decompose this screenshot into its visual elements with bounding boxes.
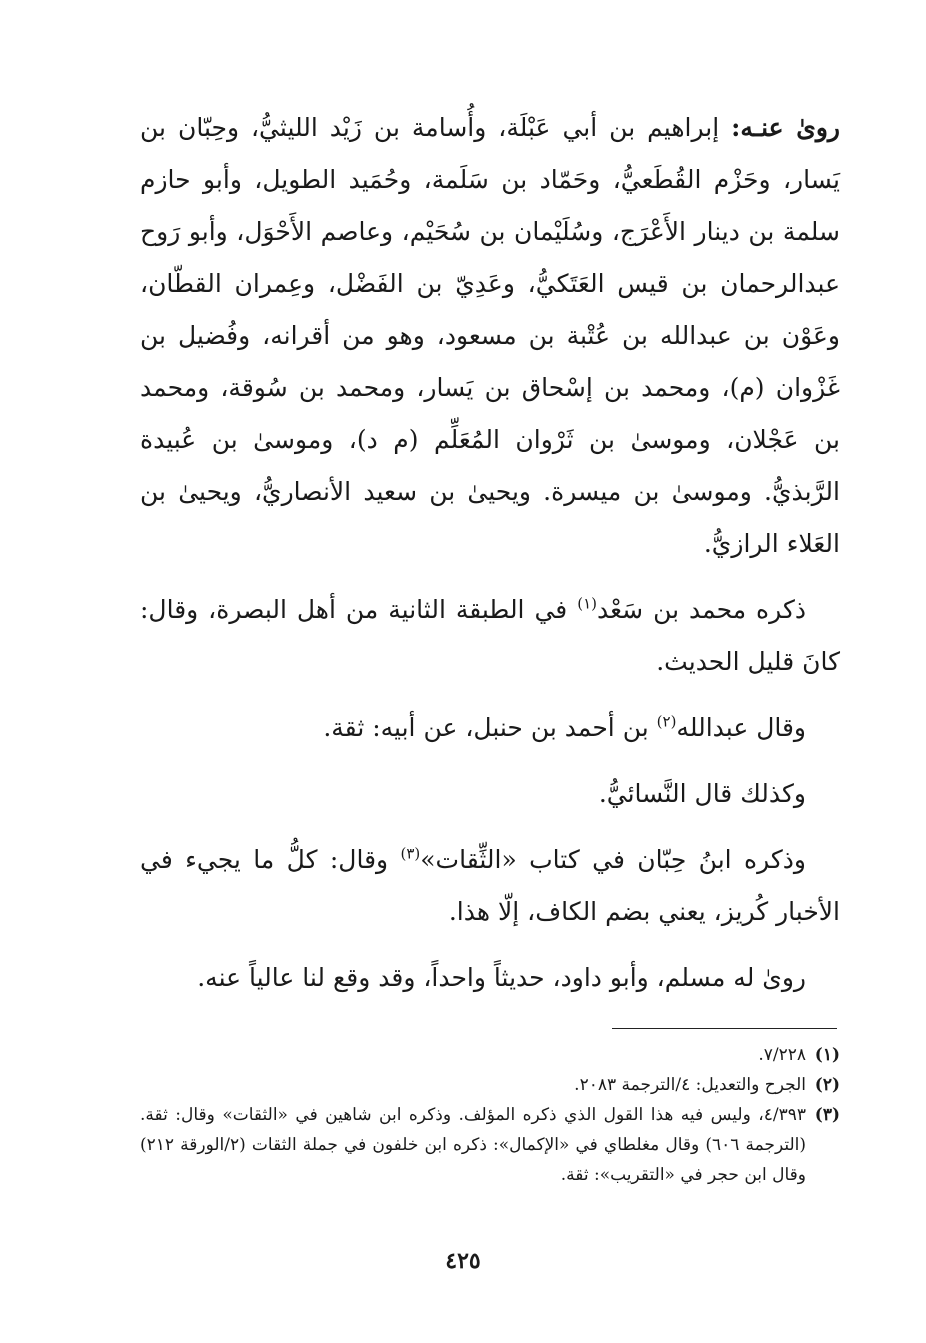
main-text <box>140 102 840 1018</box>
footnote-number: (٣) <box>814 1105 840 1125</box>
narrators-lead: روىٰ عنـه: <box>731 113 840 142</box>
footnote-number: (١) <box>814 1045 840 1065</box>
footnote-number: (٢) <box>814 1075 840 1095</box>
abdullah-text-before: وقال عبدالله <box>676 713 806 742</box>
footnote-text: الجرح والتعديل: ٤/الترجمة ٢٠٨٣. <box>574 1075 806 1095</box>
abdullah-text-after: بن أحمد بن حنبل، عن أبيه: ثقة. <box>323 713 649 742</box>
footnote-ref-1: (١) <box>577 594 597 613</box>
ibn-hibban-paragraph <box>140 834 840 938</box>
footnote-text: ٧/٢٢٨. <box>758 1045 806 1065</box>
ibn-hibban-text-before: وذكره ابنُ حِبّان في كتاب «الثِّقات» <box>420 845 806 874</box>
ibn-saad-text-after: في الطبقة الثانية من أهل البصرة، وقال: كانَ قليل الحديث. <box>140 595 840 676</box>
footnote-3 <box>140 1100 840 1190</box>
narrators-text: إبراهيم بن أبي عَبْلَة، وأُسامة بن زَيْد الليثيُّ، وحِبّان بن يَسار، وحَزْم القُطَعيُّ، وحَمّاد بن سَلَمة، وحُمَيد الطويل، وأبو حازم سلمة بن دينار الأَعْرَج، وسُلَيْمان بن سُحَيْم، وعاصم الأَحْوَل، وأبو رَوح عبدالرحمان بن قيس العَتَكيُّ، وعَدِيّ بن الفَضْل، وعِمران القطّان، وعَوْن بن عبدالله بن عُتْبة بن مسعود، وهو من أقرانه، وفُضيل بن غَزْوان (م)، ومحمد بن إسْحاق بن يَسار، ومحمد بن سُوقة، ومحمد بن عَجْلان، وموسىٰ بن ثَرْوان المُعَلِّم (م د)، وموسىٰ بن عُبيدة الرَّبذيُّ. وموسىٰ بن ميسرة. ويحيىٰ بن سعيد الأنصاريُّ، ويحيىٰ بن العَلاء الرازيُّ. <box>140 113 840 558</box>
footnote-separator <box>612 1028 837 1029</box>
footnote-ref-3: (٣) <box>400 844 421 863</box>
footnote-1 <box>140 1040 840 1070</box>
nasai-paragraph <box>140 768 840 820</box>
closing-text: روىٰ له مسلم، وأبو داود، حديثاً واحداً، وقد وقع لنا عالياً عنه. <box>197 963 806 992</box>
footnote-2 <box>140 1070 840 1100</box>
narrators-paragraph <box>140 102 840 570</box>
nasai-text: وكذلك قال النَّسائيُّ. <box>598 779 806 808</box>
footnotes <box>140 1040 840 1190</box>
page-number: ٤٢٥ <box>445 1248 481 1274</box>
ibn-hibban-text-after: وقال: كلُّ ما يجيء في الأخبار كُريز، يعني بضم الكاف، إلّا هذا. <box>140 845 840 926</box>
ibn-saad-paragraph <box>140 584 840 688</box>
footnote-text: ٤/٣٩٣، وليس فيه هذا القول الذي ذكره المؤلف. وذكره ابن شاهين في «الثقات» وقال: ثقة. (الترجمة ٦٠٦) وقال مغلطاي في «الإكمال»: ذكره ابن خلفون في جملة الثقات (٢/الورقة ٢١٢) وقال ابن حجر في «التقريب»: ثقة. <box>140 1105 806 1185</box>
abdullah-paragraph <box>140 702 840 754</box>
footnote-ref-2: (٢) <box>656 712 677 731</box>
closing-paragraph <box>140 952 840 1004</box>
ibn-saad-text-before: ذكره محمد بن سَعْد <box>596 595 806 624</box>
